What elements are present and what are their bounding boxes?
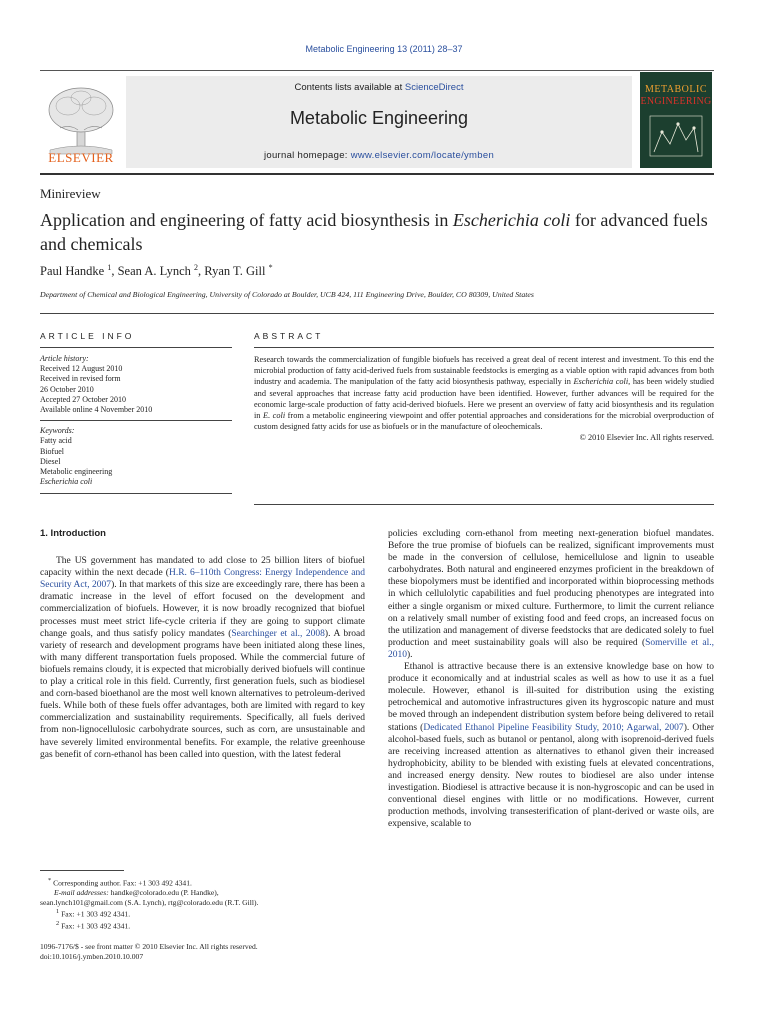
author-name[interactable]: Paul Handke (40, 264, 105, 279)
footnote-rule (40, 870, 124, 871)
keyword: Fatty acid (40, 436, 72, 446)
header-divider (40, 313, 714, 314)
body-column-right (388, 528, 714, 830)
paragraph-fragment: Ethanol is attractive because there is an extensive knowledge base on how to produce it economically and at industrial scales as well as how to use it as a fuel molecule. However, ethanol is ill-suited for distribution using the existing petrochemical and automotive infrastructures given its hygroscopic nature and must be moved through an independent distribution system before being delivered to retail stations ( (388, 662, 714, 733)
citation-link[interactable]: Somerville et al., 2010 (388, 637, 714, 660)
body-paragraph (388, 661, 714, 830)
history-item: 26 October 2010 (40, 384, 94, 394)
author-name[interactable]: Sean A. Lynch (117, 264, 191, 279)
footnote-2 (40, 919, 365, 931)
corresponding-footnote (40, 876, 365, 888)
article-title (40, 208, 720, 256)
journal-banner (40, 70, 714, 174)
cover-title-line1: METABOLIC (644, 84, 708, 95)
copyright-notice: © 2010 Elsevier Inc. All rights reserved. (579, 433, 714, 443)
body-column-left (40, 528, 365, 761)
journal-homepage-line (126, 150, 632, 161)
title-organism: Escherichia coli (452, 210, 571, 230)
footnote-mark: * (48, 877, 52, 884)
journal-title: Metabolic Engineering (289, 108, 469, 128)
article-info-heading: ARTICLE INFO (40, 331, 135, 341)
contents-line (126, 82, 632, 93)
banner-bottom-rule (40, 173, 714, 175)
article-info-rule (40, 347, 232, 348)
email-footnote (40, 888, 365, 898)
author-footnote-mark[interactable]: 1 (107, 263, 112, 272)
abstract-bottom-rule (254, 504, 714, 505)
author-list: Paul Handke $^1$, Sean A. Lynch $^2$, Ryan T. Gill * (40, 263, 273, 279)
article-info (40, 354, 232, 494)
page-footer (40, 942, 365, 962)
homepage-link[interactable]: www.elsevier.com/locate/ymben (350, 150, 495, 161)
footnote-mark: 1 (56, 908, 60, 916)
keyword: Escherichia coli (40, 477, 93, 487)
paragraph-fragment: ). In that markets of this size are exceedingly rare, there has been a dramatic increase in the level of effort focused on the development and commercialization of biofuels. However, it is now broadly recognized that biofuel processes must meet strict life-cycle criteria if they are going to support climate change goals, and thus satisfy policy mandates ( (40, 580, 366, 639)
author-name[interactable]: Ryan T. Gill (204, 264, 266, 279)
email-link[interactable]: handke@colorado.edu (P. Handke), (108, 888, 219, 898)
history-item: Received in revised form (40, 374, 121, 384)
history-item: Received 12 August 2010 (40, 364, 123, 374)
footnote-mark: 2 (56, 920, 60, 928)
paragraph-fragment: ). Other alcohol-based fuels, such as butanol or pentanol, along with isoprenoid-derived fuels are receiving increased attention as alternatives to ethanol given their increased hydrophobicity, ability to be blended with existing fuels at elevated concentrations, and increased energy density. New routes to biodiesel are also under intense investigation. Biodiesel is attractive because it is non-hygroscopic and can be used in conventional diesel engines with little or no modifications. However, current production methods, involving transesterification of plant-derived or waste oils, are expensive, scalable to (388, 722, 714, 830)
article-type: Minireview (40, 186, 101, 201)
abstract-fragment: from a metabolic engineering viewpoint and offer potential approaches and considerations for the microbial overproduction of custom designed fatty acids for use as biofuels or in the manufacture of oleochemicals. (254, 411, 714, 432)
email-label: E-mail addresses: (54, 888, 109, 898)
body-paragraph (40, 555, 365, 761)
history-item: Accepted 27 October 2010 (40, 394, 126, 404)
body-paragraph (388, 528, 714, 661)
homepage-prefix: journal homepage: (263, 150, 351, 161)
history-item: Available online 4 November 2010 (40, 405, 153, 415)
citation-link[interactable]: Dedicated Ethanol Pipeline Feasibility Study, 2010; Agarwal, 2007 (423, 722, 684, 733)
email-footnote-cont[interactable]: sean.lynch101@gmail.com (S.A. Lynch), rtg@colorado.edu (R.T. Gill). (40, 897, 259, 907)
journal-reference[interactable]: Metabolic Engineering 13 (2011) 28–37 (305, 44, 463, 54)
keyword: Biofuel (40, 446, 64, 456)
abstract-fragment: , has been widely studied and several approaches that increase fatty acid production have been identified. However, further advances will be required for the economic large-scale production of fatty acid-derived biofuels. Here we present an overview of fatty acid biosynthesis and its regulation in (254, 377, 714, 421)
section-heading: 1. Introduction (40, 528, 106, 539)
history-label: Article history: (40, 354, 89, 363)
article-info-bottom-rule (40, 493, 232, 494)
paragraph-fragment: ). A broad variety of research and development programs have been initiated along these lines, with many different transportation fuels proposed. While the commercial future of biofuels remains cloudy, it is expected that microbially derived biofuels will continue to play a critical role in this field. Currently, first generation fuels, such as biodiesel and corn-based bioethanol are the most well known alternatives to petroleum-derived fuels. While both of these fuels offer advantages, both are limited with regard to key commercialization and sustainability requirements. Specifically, all fuels derived from non-lignocellulosic carbohydrate sources, such as corn, are unsustainable and have severely limited environmental benefits. For example, the relative greenhouse gas benefit of corn-ethanol has been called into question, with the latest federal (40, 628, 366, 760)
elsevier-wordmark: ELSEVIER (48, 150, 114, 165)
author-footnote-mark[interactable]: 2 (194, 263, 198, 272)
abstract-text (254, 354, 714, 444)
footnote-text: Corresponding author. Fax: +1 303 492 4341. (51, 878, 192, 888)
title-part2: for advanced fuels and chemicals (40, 210, 708, 254)
citation-link[interactable]: Searchinger et al., 2008 (231, 628, 325, 639)
contents-prefix: Contents lists available at (294, 82, 405, 93)
cover-title-line2: ENGINEERING (640, 96, 712, 107)
paragraph-fragment: policies excluding corn-ethanol from meeting next-generation biofuel mandates. Before the true promise of biofuels can be realized, significant improvements must be made in the conversion of cellulose, hemicellulose and lignin to useable carbohydrates. Both natural and engineered enzymes proficient in the breakdown of these biopolymers must be identified and incorporated within bioprocessing methods in which cellulolytic capabilities and fuel producing phenotypes are integrated into either a single organism or mixed culture. Furthermore, to limit the current reliance on a relatively small number of existing food and feed crops, an increased focus on the utilization and management of diverse feedstocks that are dedicated solely to fuel production and meet sustainability goals will also be required ( (388, 529, 714, 648)
keyword: Diesel (40, 456, 61, 466)
title-part1: Application and engineering of fatty acid biosynthesis in (40, 210, 453, 230)
cover-illustration-icon (648, 112, 704, 162)
paragraph-fragment: ). (407, 649, 413, 660)
affiliation: Department of Chemical and Biological Engineering, University of Colorado at Boulder, UCB 424, 111 Engineering Drive, Boulder, CO 80309, United States (40, 290, 534, 299)
abstract-heading: ABSTRACT (254, 331, 324, 341)
footnote-text: Fax: +1 303 492 4341. (59, 921, 131, 931)
footnote-text: Fax: +1 303 492 4341. (59, 909, 131, 919)
keyword: Metabolic engineering (40, 467, 113, 477)
abstract-organism: E. coli (263, 411, 286, 421)
issn-line: 1096-7176/$ - see front matter © 2010 Elsevier Inc. All rights reserved. (40, 942, 258, 951)
banner-top-rule (40, 70, 714, 71)
keywords-label: Keywords: (40, 426, 75, 436)
abstract-organism: Escherichia coli (573, 377, 629, 387)
keywords-rule (40, 420, 232, 421)
doi-line[interactable]: doi:10.1016/j.ymben.2010.10.007 (40, 952, 144, 961)
abstract-rule (254, 347, 714, 348)
citation-link[interactable]: H.R. 6–110th Congress: Energy Independence and Security Act, 2007 (40, 568, 365, 591)
footnote-1 (40, 907, 365, 919)
sciencedirect-link[interactable]: ScienceDirect (404, 82, 464, 93)
corresponding-author-mark[interactable]: * (268, 263, 273, 272)
paragraph-fragment: The US government has mandated to add close to 25 billion liters of biofuel capacity within the next decade ( (40, 556, 365, 579)
footnotes (40, 876, 365, 932)
journal-cover[interactable] (640, 72, 712, 168)
abstract-fragment: Research towards the commercialization of fungible biofuels has received a great deal of recent interest and investment. To this end the microbial production of fatty acid-derived fuels from sustainable feedstocks is emerging as a viable option with rapid advances from both industry and academia. The manipulation of the fatty acid biosynthesis pathway, especially in (254, 355, 714, 387)
